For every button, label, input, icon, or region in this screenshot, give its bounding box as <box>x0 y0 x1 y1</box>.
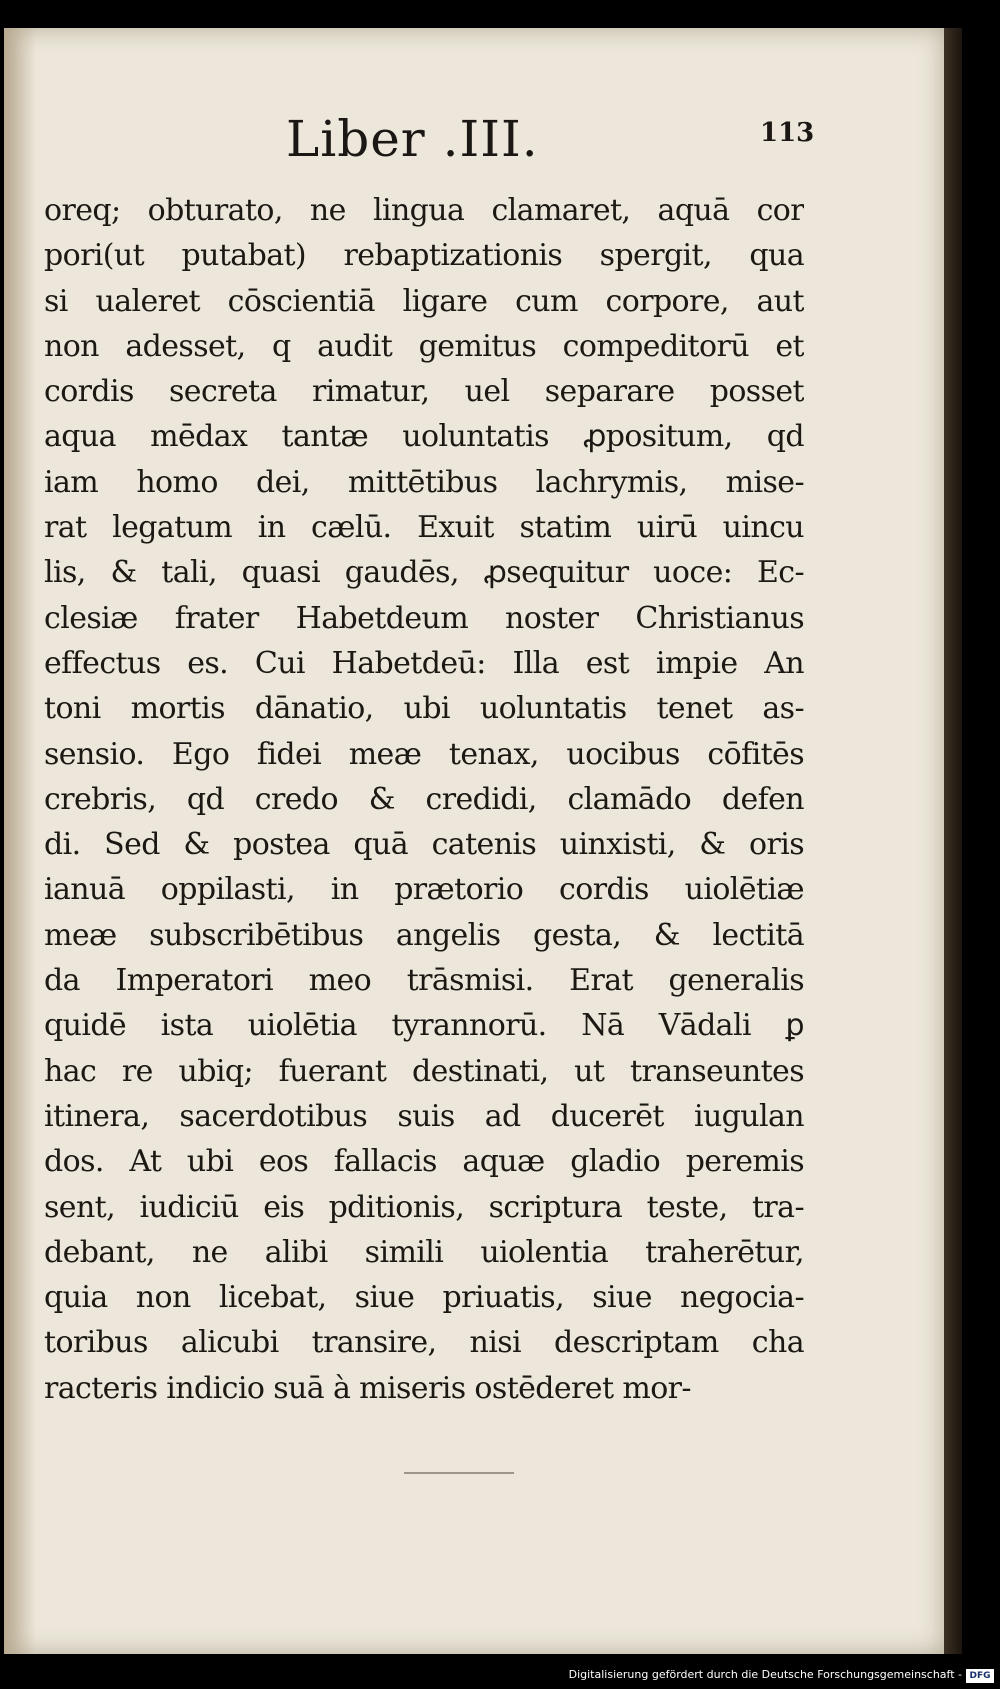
text-line: non adesset, q audit gemitus compeditorū et <box>44 328 804 364</box>
text-line: sent, iudiciū eis pditionis, scriptura teste, tra- <box>44 1189 804 1225</box>
body-text <box>44 188 804 1411</box>
text-line: da Imperatori meo trāsmisi. Erat generalis <box>44 963 804 999</box>
text-line: crebris, qd credo & credidi, clamādo defen <box>44 781 804 817</box>
text-line: cordis secreta rimatur, uel separare posset <box>44 374 804 410</box>
text-line: itinera, sacerdotibus suis ad ducerēt iugulan <box>44 1098 804 1134</box>
folio-number: 113 <box>760 118 815 148</box>
text-line: sensio. Ego fidei meæ tenax, uocibus cōfitēs <box>44 736 804 772</box>
text-line: oreq; obturato, ne lingua clamaret, aquā cor <box>44 193 804 228</box>
footer-bar <box>0 1664 1000 1689</box>
text-line: si ualeret cōscientiā ligare cum corpore, aut <box>44 283 804 319</box>
running-head-title: Liber .III. <box>286 110 539 168</box>
text-line: aqua mēdax tantæ uoluntatis ꝓpositum, qd <box>44 419 804 455</box>
text-line: quia non licebat, siue priuatis, siue negocia- <box>44 1280 804 1316</box>
text-line: rat legatum in cælū. Exuit statim uirū uincu <box>44 510 804 546</box>
text-line: quidē ista uiolētia tyrannorū. Nā Vādali ꝑ <box>44 1008 804 1044</box>
text-line: pori(ut putabat) rebaptizationis spergit, qua <box>44 238 804 274</box>
running-head <box>4 90 944 170</box>
footer-credit: Digitalisierung gefördert durch die Deutsche Forschungsgemeinschaft - <box>568 1668 962 1681</box>
text-line: iam homo dei, mittētibus lachrymis, mise- <box>44 464 804 500</box>
book-page <box>4 28 944 1654</box>
text-line: ianuā oppilasti, in prætorio cordis uiolētiæ <box>44 872 804 908</box>
text-line: debant, ne alibi simili uiolentia traherētur, <box>44 1234 804 1270</box>
text-line: lis, & tali, quasi gaudēs, ꝓsequitur uoce: Ec- <box>44 555 804 591</box>
text-line: toni mortis dānatio, ubi uoluntatis tenet as- <box>44 691 804 727</box>
text-line: clesiæ frater Habetdeum noster Christianus <box>44 600 804 636</box>
fore-edge-shadow <box>944 28 962 1654</box>
text-line: effectus es. Cui Habetdeū: Illa est impie An <box>44 645 804 681</box>
text-line: hac re ubiq; fuerant destinati, ut transeuntes <box>44 1053 804 1089</box>
dfg-logo: DFG <box>966 1669 994 1683</box>
text-line: toribus alicubi transire, nisi descriptam cha <box>44 1325 804 1361</box>
gutter-shadow <box>4 28 36 1654</box>
text-line: racteris indicio suā à miseris ostēderet mor- <box>44 1370 691 1406</box>
text-line: dos. At ubi eos fallacis aquæ gladio peremis <box>44 1144 804 1180</box>
text-line: meæ subscribētibus angelis gesta, & lectitā <box>44 917 804 953</box>
text-line: di. Sed & postea quā catenis uinxisti, & oris <box>44 827 804 863</box>
decorative-rule <box>404 1472 514 1474</box>
